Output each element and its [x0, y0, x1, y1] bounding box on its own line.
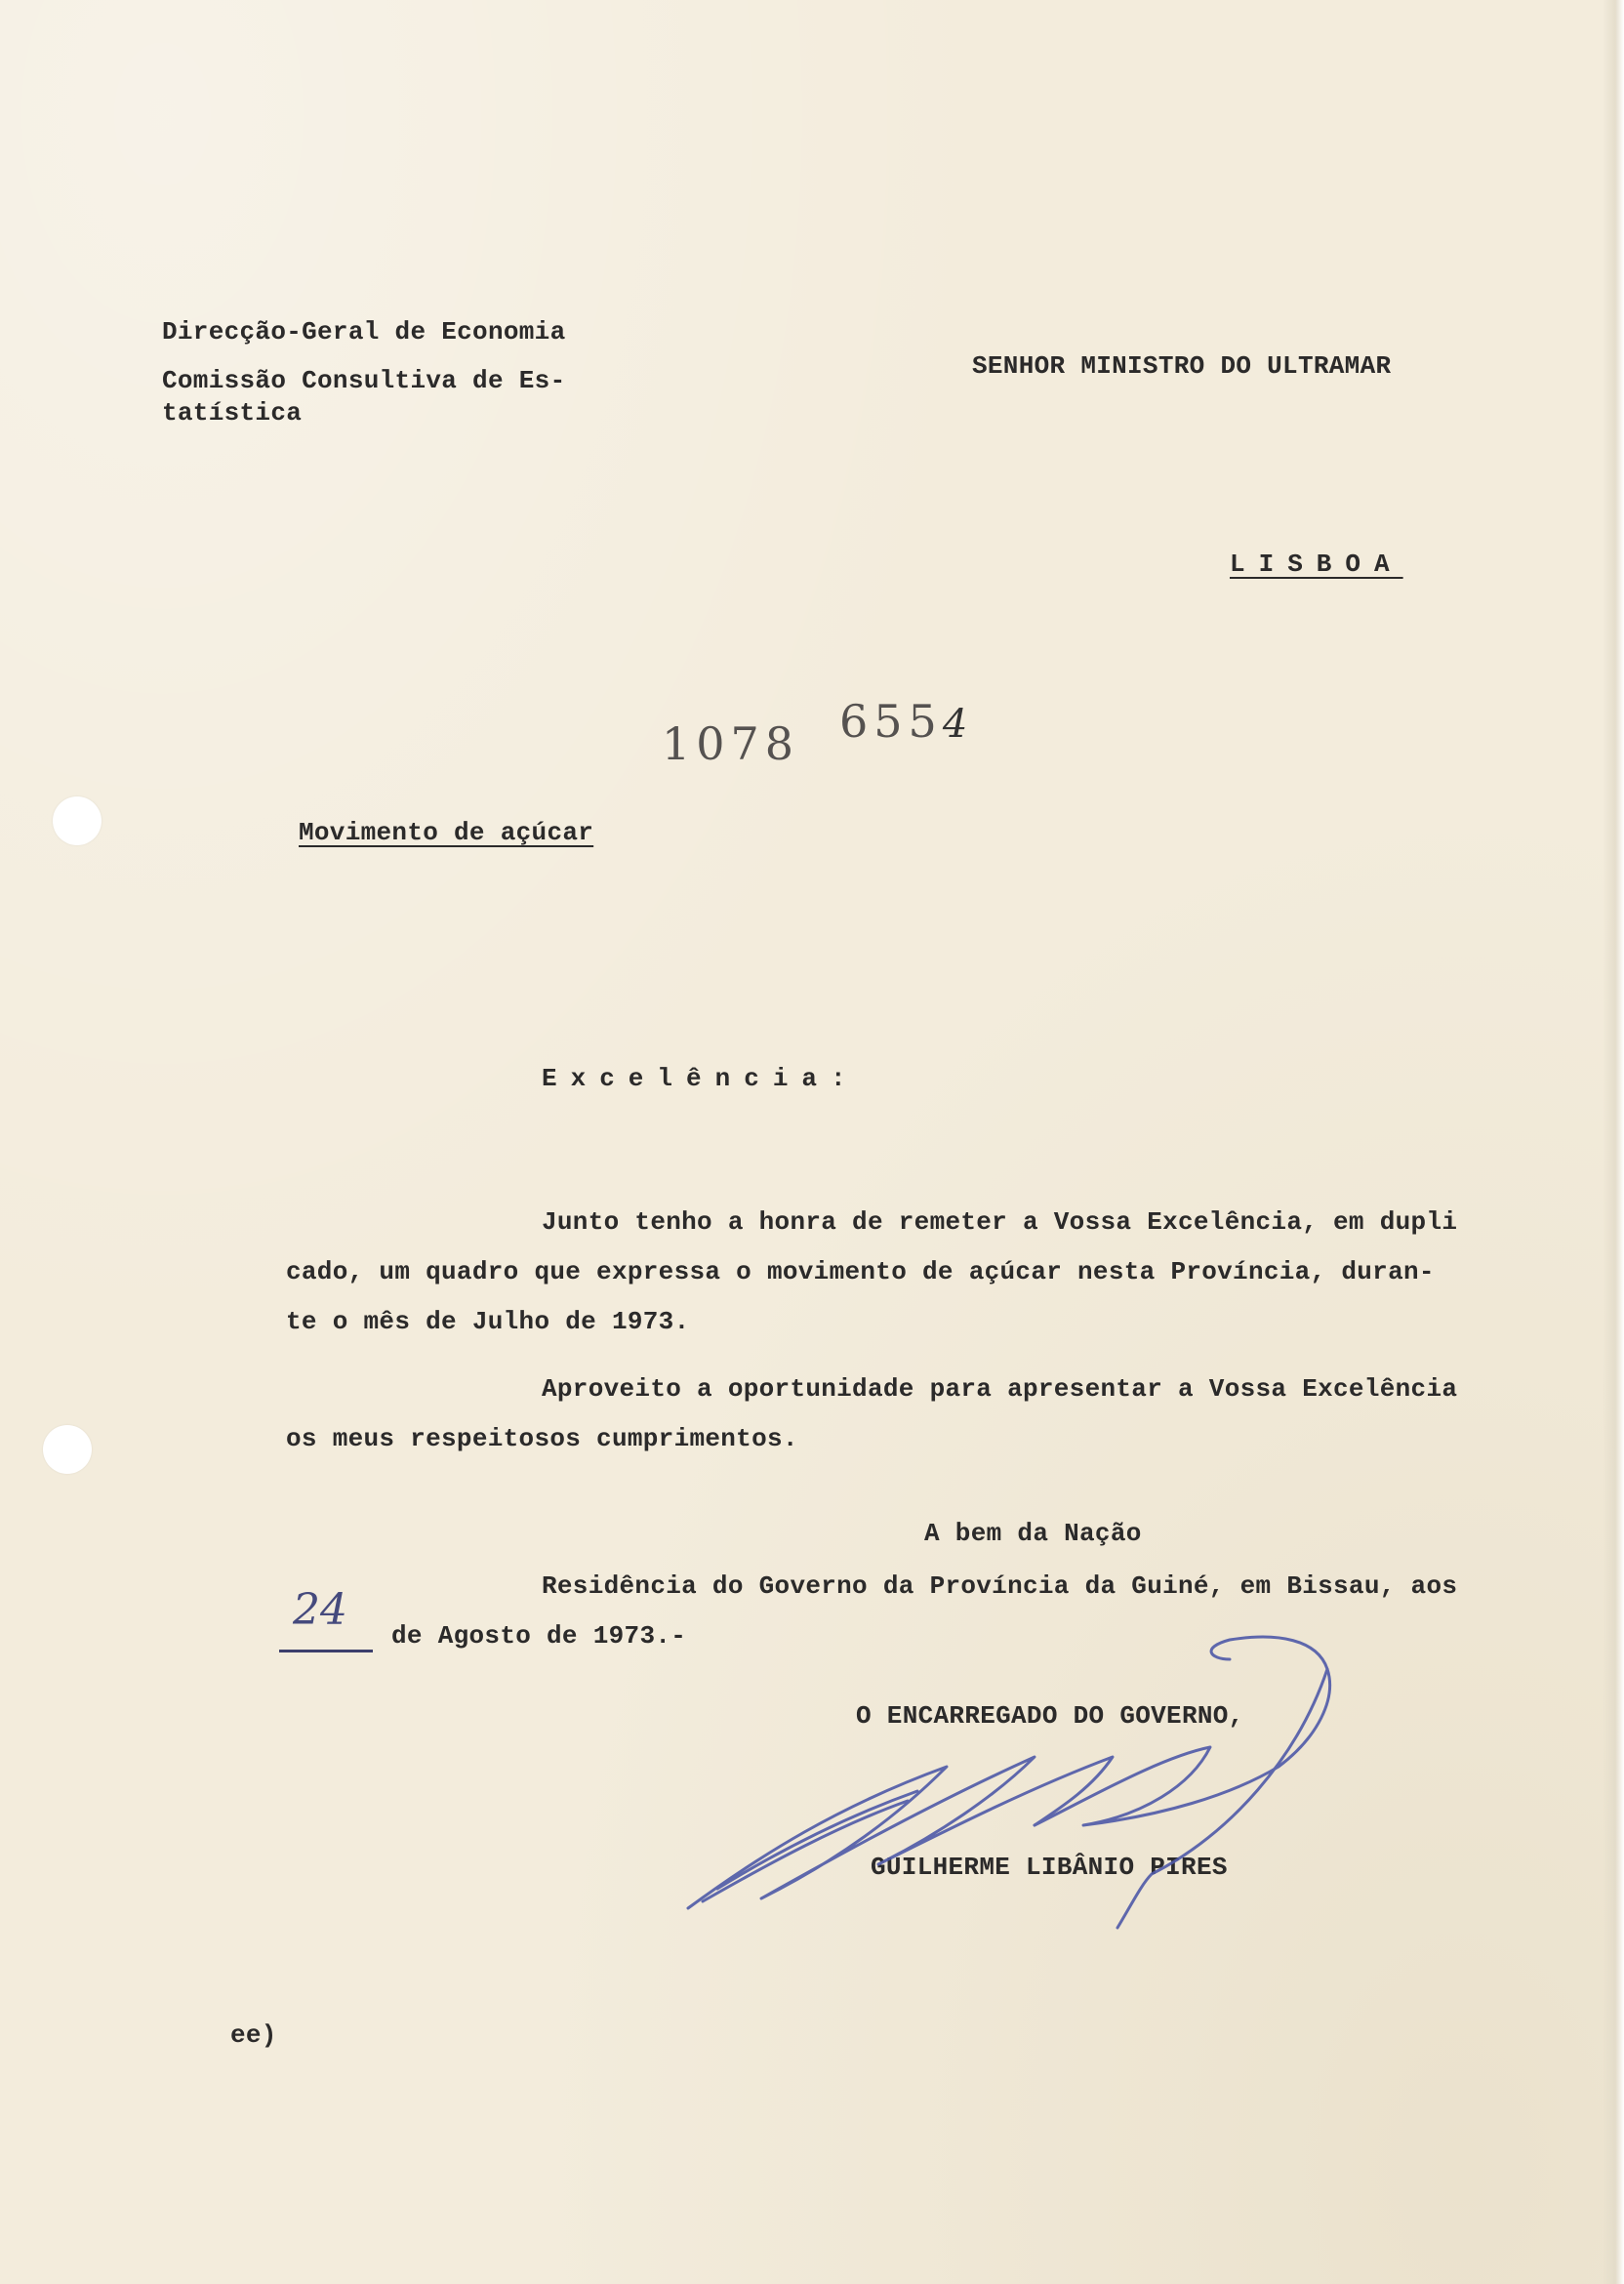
department-line-2: Comissão Consultiva de Es- — [162, 366, 566, 395]
typist-initials: ee) — [230, 2020, 277, 2050]
addressee: SENHOR MINISTRO DO ULTRAMAR — [972, 351, 1392, 381]
closing-motto: A bem da Nação — [924, 1519, 1142, 1548]
signature-name: GUILHERME LIBÂNIO PIRES — [871, 1853, 1228, 1882]
department-line-3: tatística — [162, 398, 303, 428]
reference-stamp: 1078 — [662, 717, 800, 770]
body-p2-line2: os meus respeitosos cumprimentos. — [286, 1424, 798, 1453]
department-line-1: Direcção-Geral de Economia — [162, 317, 566, 347]
body-p2-line1: Aproveito a oportunidade para apresentar a Vossa Excelência — [542, 1374, 1458, 1404]
closing-place-line: Residência do Governo da Província da Guiné, em Bissau, aos — [542, 1571, 1458, 1601]
body-p1-line3: te o mês de Julho de 1973. — [286, 1307, 690, 1336]
date-day-handwritten: 24 — [293, 1585, 347, 1635]
signature-title: O ENCARREGADO DO GOVERNO, — [856, 1701, 1244, 1731]
subject: Movimento de açúcar — [299, 818, 594, 847]
body-p1-line2: cado, um quadro que expressa o movimento de açúcar nesta Província, duran- — [286, 1257, 1435, 1286]
reference-suffix: 4 — [942, 702, 974, 747]
date-rest: de Agosto de 1973.- — [391, 1621, 687, 1651]
city: LISBOA — [1230, 550, 1403, 579]
salutation: Excelência: — [542, 1064, 860, 1093]
body-p1-line1: Junto tenho a honra de remeter a Vossa Excelência, em dupli — [542, 1207, 1458, 1237]
reference-number: 655 — [839, 695, 943, 748]
